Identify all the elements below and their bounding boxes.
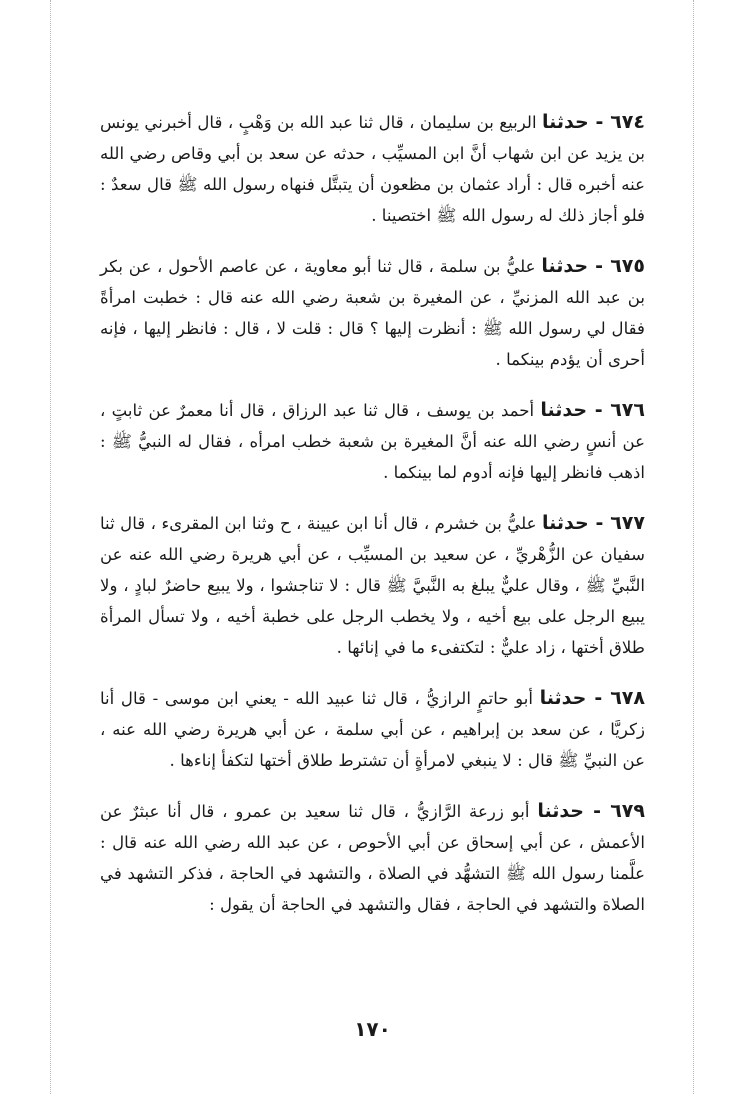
hadith-lead-word: حدثنا (540, 399, 588, 421)
hadith-number: ٦٧٦ (610, 399, 645, 421)
hadith-number: ٦٧٥ (610, 255, 645, 277)
hadith-text: عليُّ بن خشرم ، قال أنا ابن عيينة ، ح وثنا ابن المقرىء ، قال ثنا سفيان عن الزُّهْريِّ ، عن سعيد بن المسيِّب ، عن أبي هريرة رضي الله عنه عن النَّبيِّ ﷺ ، وقال عليٌّ يبلغ به النَّبيَّ ﷺ قال : لا تناجشوا ، ولا يبيع حاضرٌ لبادٍ ، ولا يبيع الرجل على بيع أخيه ، ولا يخطب الرجل على خطبة أخيه ، ولا تسأل المرأة طلاق أختها ، زاد عليٌّ : لتكتفىء ما في إنائها . (100, 514, 645, 657)
hadith-678: ٦٧٨ - حدثنا أبو حاتمٍ الرازيُّ ، قال ثنا عبيد الله - يعني ابن موسى - قال أنا زكريَّا ، عن سعد بن إبراهيم ، عن أبي سلمة ، عن أبي هريرة رضي الله عنه ، عن النبيِّ ﷺ قال : لا ينبغي لامرأةٍ أن تشترط طلاق أختها لتكفأ إناءها . (100, 687, 645, 770)
hadith-number: ٦٧٩ (610, 800, 645, 822)
hadith-text: أحمد بن يوسف ، قال ثنا عبد الرزاق ، قال أنا معمرٌ عن ثابتٍ ، عن أنسٍ رضي الله عنه أنَّ المغيرة بن شعبة خطب امرأه ، فقال له النبيُّ ﷺ : اذهب فانظر إليها فإنه أدوم لما بينكما . (100, 401, 645, 482)
hadith-number: ٦٧٨ (610, 687, 645, 709)
hadith-676: ٦٧٦ - حدثنا أحمد بن يوسف ، قال ثنا عبد الرزاق ، قال أنا معمرٌ عن ثابتٍ ، عن أنسٍ رضي الله عنه أنَّ المغيرة بن شعبة خطب امرأه ، فقال له النبيُّ ﷺ : اذهب فانظر إليها فإنه أدوم لما بينكما . (100, 399, 645, 482)
left-margin-dotted-line (50, 0, 51, 1094)
hadith-text: الربيع بن سليمان ، قال ثنا عبد الله بن وَهْبٍ ، قال أخبرني يونس بن يزيد عن ابن شهاب أنَّ ابن المسيِّب ، حدثه عن سعد بن أبي وقاص رضي الله عنه أخبره قال : أراد عثمان بن مظعون أن يتبتَّل فنهاه رسول الله ﷺ قال سعدٌ : فلو أجاز ذلك له رسول الله ﷺ اختصينا . (100, 113, 645, 225)
hadith-lead-word: حدثنا (537, 800, 585, 822)
page-number: ١٧٠ (354, 1017, 391, 1041)
hadith-list (100, 100, 645, 940)
hadith-lead-word: حدثنا (541, 255, 589, 277)
hadith-text: أبو حاتمٍ الرازيُّ ، قال ثنا عبيد الله - يعني ابن موسى - قال أنا زكريَّا ، عن سعد بن إبراهيم ، عن أبي سلمة ، عن أبي هريرة رضي الله عنه ، عن النبيِّ ﷺ قال : لا ينبغي لامرأةٍ أن تشترط طلاق أختها لتكفأ إناءها . (100, 689, 645, 770)
hadith-number: ٦٧٧ (610, 512, 645, 534)
hadith-text: عليُّ بن سلمة ، قال ثنا أبو معاوية ، عن عاصم الأحول ، عن بكر بن عبد الله المزنيِّ ، عن المغيرة بن شعبة رضي الله عنه قال : خطبت امرأةً فقال لي رسول الله ﷺ : أنظرت إليها ؟ قال : قلت لا ، قال : فانظر إليها ، فإنه أحرى أن يؤدم بينكما . (100, 257, 645, 369)
hadith-lead-word: حدثنا (542, 512, 589, 534)
hadith-674: ٦٧٤ - حدثنا الربيع بن سليمان ، قال ثنا عبد الله بن وَهْبٍ ، قال أخبرني يونس بن يزيد عن ابن شهاب أنَّ ابن المسيِّب ، حدثه عن سعد بن أبي وقاص رضي الله عنه أخبره قال : أراد عثمان بن مظعون أن يتبتَّل فنهاه رسول الله ﷺ قال سعدٌ : فلو أجاز ذلك له رسول الله ﷺ اختصينا . (100, 111, 645, 225)
hadith-number: ٦٧٤ (610, 111, 645, 133)
hadith-lead-word: حدثنا (542, 111, 589, 133)
right-margin-dotted-line (693, 0, 694, 1094)
hadith-675: ٦٧٥ - حدثنا عليُّ بن سلمة ، قال ثنا أبو معاوية ، عن عاصم الأحول ، عن بكر بن عبد الله المزنيِّ ، عن المغيرة بن شعبة رضي الله عنه قال : خطبت امرأةً فقال لي رسول الله ﷺ : أنظرت إليها ؟ قال : قلت لا ، قال : فانظر إليها ، فإنه أحرى أن يؤدم بينكما . (100, 255, 645, 369)
hadith-text: أبو زرعة الرَّازيُّ ، قال ثنا سعيد بن عمرو ، قال أنا عبثرٌ عن الأعمش ، عن أبي إسحاق عن أبي الأحوص ، عن عبد الله رضي الله عنه قال : علَّمنا رسول الله ﷺ التشهُّد في الصلاة ، والتشهد في الحاجة ، فذكر التشهد في الصلاة والتشهد في الحاجة ، فقال والتشهد في الحاجة أن يقول : (100, 802, 645, 914)
hadith-lead-word: حدثنا (539, 687, 587, 709)
hadith-677: ٦٧٧ - حدثنا عليُّ بن خشرم ، قال أنا ابن عيينة ، ح وثنا ابن المقرىء ، قال ثنا سفيان عن الزُّهْريِّ ، عن سعيد بن المسيِّب ، عن أبي هريرة رضي الله عنه عن النَّبيِّ ﷺ ، وقال عليٌّ يبلغ به النَّبيَّ ﷺ قال : لا تناجشوا ، ولا يبيع حاضرٌ لبادٍ ، ولا يبيع الرجل على بيع أخيه ، ولا يخطب الرجل على خطبة أخيه ، ولا تسأل المرأة طلاق أختها ، زاد عليٌّ : لتكتفىء ما في إنائها . (100, 512, 645, 657)
hadith-679: ٦٧٩ - حدثنا أبو زرعة الرَّازيُّ ، قال ثنا سعيد بن عمرو ، قال أنا عبثرٌ عن الأعمش ، عن أبي إسحاق عن أبي الأحوص ، عن عبد الله رضي الله عنه قال : علَّمنا رسول الله ﷺ التشهُّد في الصلاة ، والتشهد في الحاجة ، فذكر التشهد في الصلاة والتشهد في الحاجة ، فقال والتشهد في الحاجة أن يقول : (100, 800, 645, 914)
